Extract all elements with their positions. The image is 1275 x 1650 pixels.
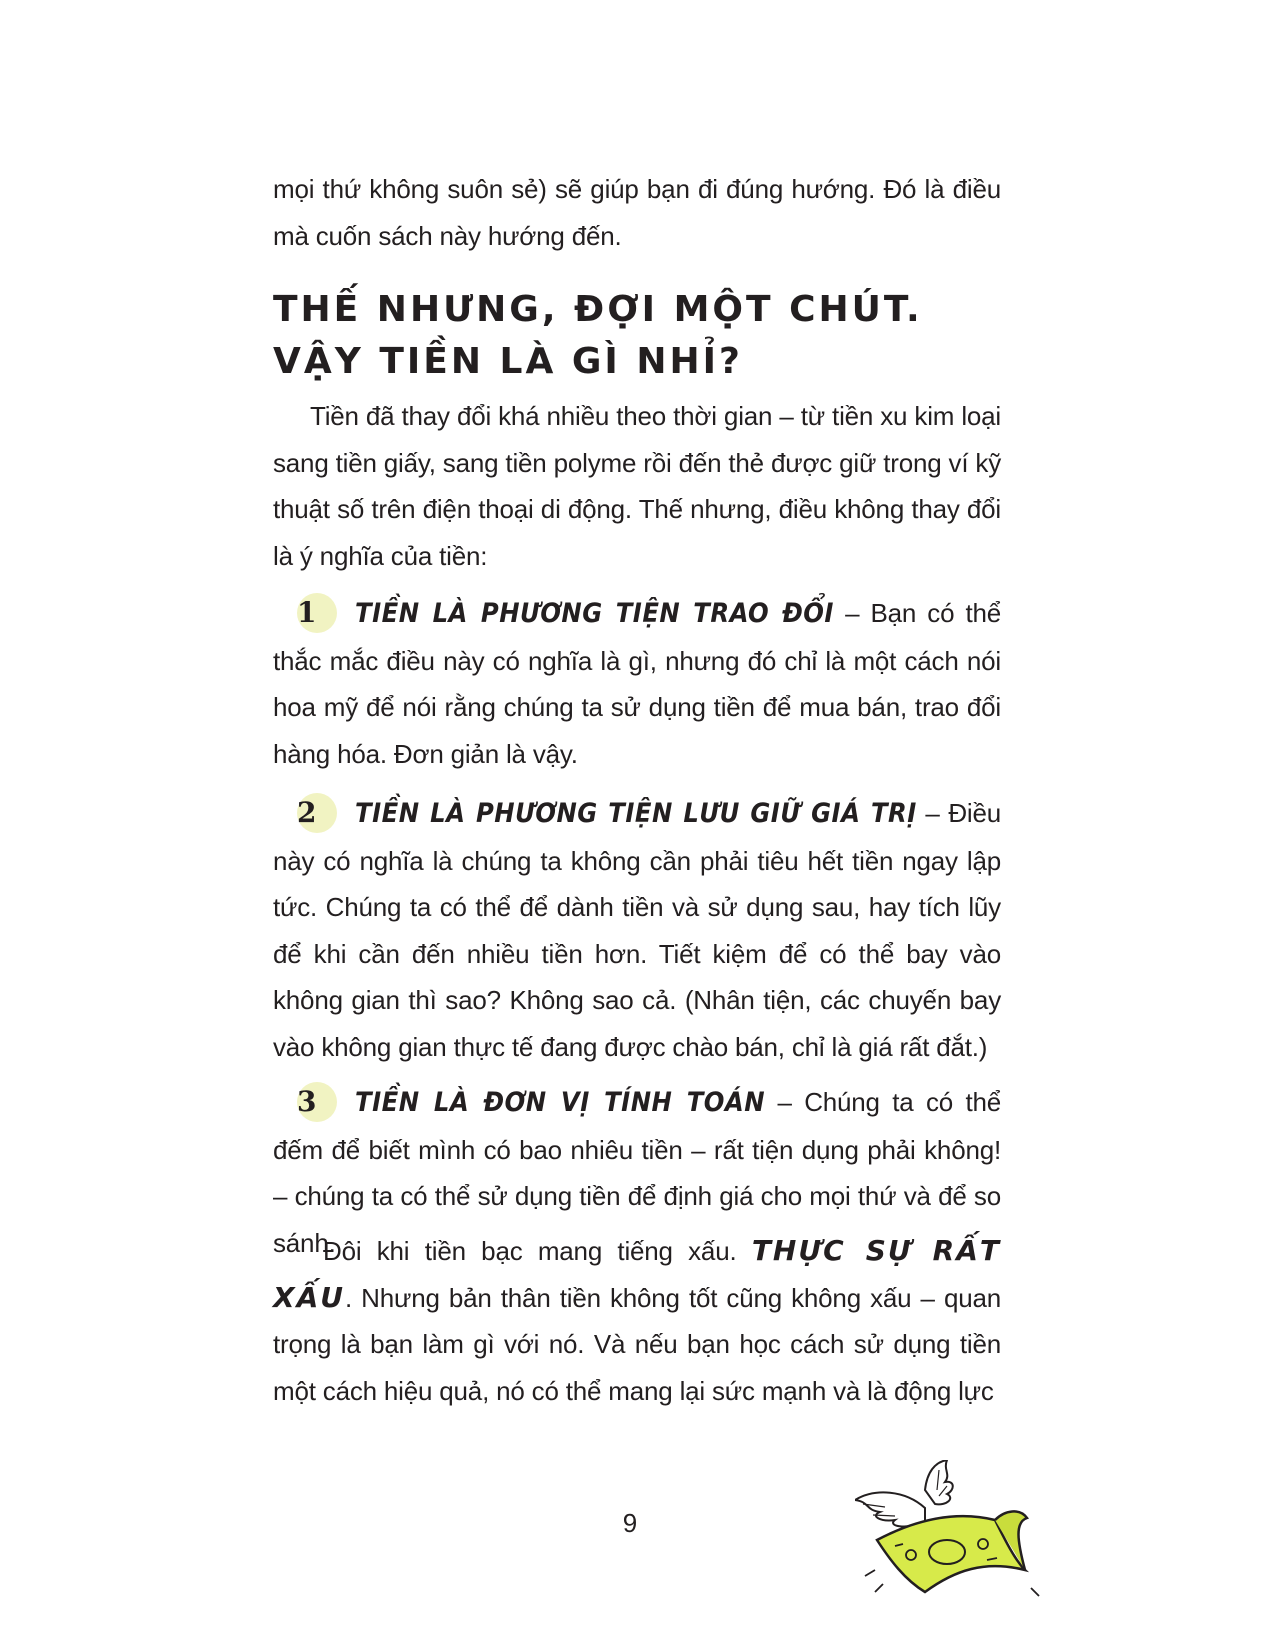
list-item-1 — [273, 590, 1001, 777]
item-title: TIỀN LÀ PHƯƠNG TIỆN LƯU GIỮ GIÁ TRỊ — [355, 798, 917, 829]
closing-text-before: Đôi khi tiền bạc mang tiếng xấu. — [323, 1236, 752, 1266]
intro-text: mọi thứ không suôn sẻ) sẽ giúp bạn đi đúng hướng. Đó là điều mà cuốn sách này hướng đến. — [273, 174, 1001, 251]
list-item-2 — [273, 790, 1001, 1070]
paragraph-text: Tiền đã thay đổi khá nhiều theo thời gian – từ tiền xu kim loại sang tiền giấy, sang tiền polyme rồi đến thẻ được giữ trong ví kỹ thuật số trên điện thoại di động. Thế nhưng, điều không thay đổi là ý nghĩa của tiền: — [273, 401, 1001, 571]
item-text: – Điều này có nghĩa là chúng ta không cần phải tiêu hết tiền ngay lập tức. Chúng ta có thể để dành tiền và sử dụng sau, hay tích lũy để khi cần đến nhiều tiền hơn. Tiết kiệm để có thể bay vào không gian thì sao? Không sao cả. (Nhân tiện, các chuyến bay vào không gian thực tế đang được chào bán, chỉ là giá rất đắt.) — [273, 798, 1002, 1062]
closing-text-after: . Nhưng bản thân tiền không tốt cũng không xấu – quan trọng là bạn làm gì với nó. Và nếu bạn học cách sử dụng tiền một cách hiệu quả, nó có thể mang lại sức mạnh và là động lực — [273, 1282, 1001, 1406]
item-title: TIỀN LÀ PHƯƠNG TIỆN TRAO ĐỔI — [355, 598, 834, 629]
closing-paragraph — [273, 1228, 1001, 1414]
item-title: TIỀN LÀ ĐƠN VỊ TÍNH TOÁN — [355, 1087, 766, 1118]
intro-paragraph — [273, 166, 1001, 259]
number-badge: 2 — [297, 793, 337, 833]
body-paragraph-1 — [273, 393, 1001, 579]
item-text: – Chúng ta có thể đếm để biết mình có bao nhiêu tiền – rất tiện dụng phải không! – chúng ta có thể sử dụng tiền để định giá cho mọi thứ và để so sánh. — [273, 1087, 1001, 1258]
page-number: 9 — [622, 1508, 638, 1538]
number-badge: 1 — [297, 593, 337, 633]
number-badge: 3 — [297, 1082, 337, 1122]
item-text: – Bạn có thể thắc mắc điều này có nghĩa là gì, nhưng đó chỉ là một cách nói hoa mỹ để nói rằng chúng ta sử dụng tiền để mua bán, trao đổi hàng hóa. Đơn giản là vậy. — [273, 598, 1001, 769]
section-heading-block — [273, 284, 1001, 388]
closing-emphasis: THỰC SỰ RẤT XẤU — [273, 1234, 1002, 1314]
flying-money-bill-icon — [855, 1460, 1045, 1610]
section-heading: THẾ NHƯNG, ĐỢI MỘT CHÚT. VẬY TIỀN LÀ GÌ NHỈ? — [273, 289, 923, 382]
